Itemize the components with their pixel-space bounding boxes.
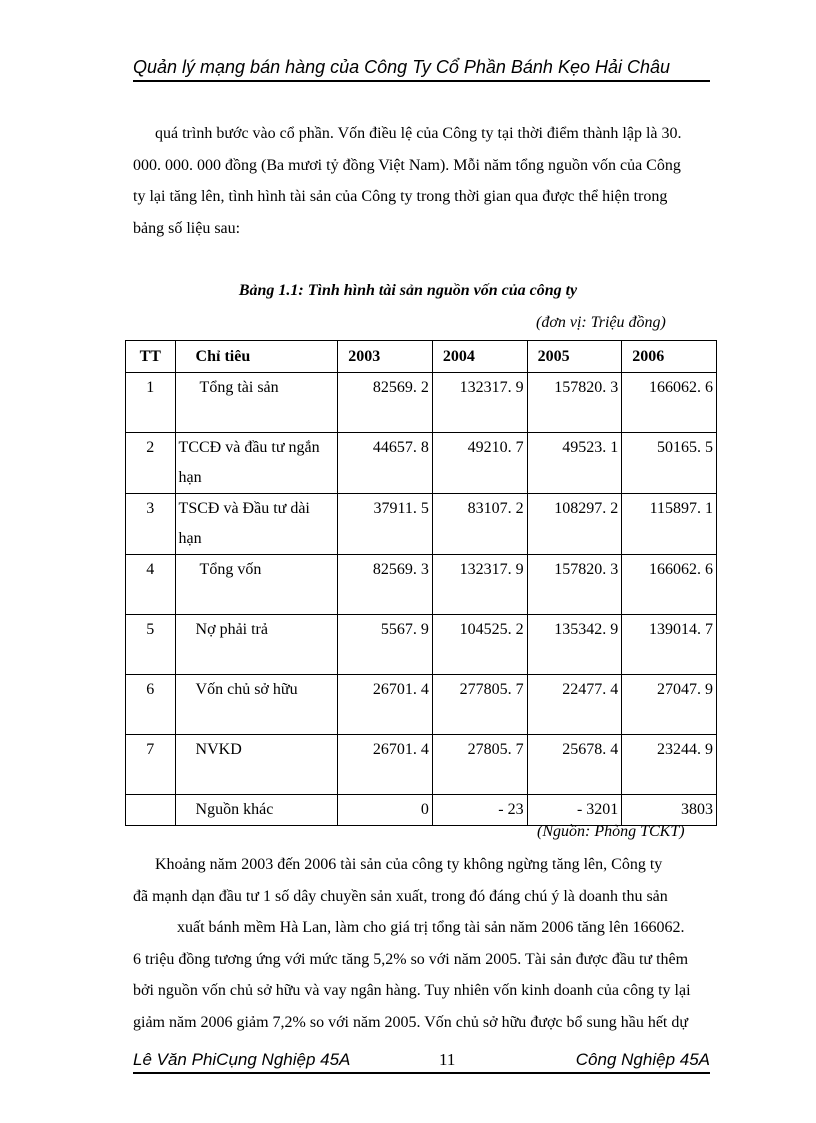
row-value: 0 bbox=[338, 795, 433, 826]
row-indicator: Nguồn khác bbox=[175, 795, 338, 826]
row-tt: 2 bbox=[126, 433, 176, 494]
row-indicator: Tổng vốn bbox=[175, 555, 338, 615]
row-value: 27047. 9 bbox=[622, 675, 717, 735]
table-row bbox=[126, 433, 717, 494]
intro-line: quá trình bước vào cổ phần. Vốn điều lệ của Công ty tại thời điểm thành lập là 30. bbox=[155, 125, 682, 142]
row-value: 135342. 9 bbox=[527, 615, 622, 675]
table-caption: Bảng 1.1: Tình hình tài sản nguồn vốn của công ty bbox=[238, 282, 578, 299]
page-number: 11 bbox=[439, 1050, 456, 1069]
header-2004: 2004 bbox=[432, 341, 527, 373]
row-value: 277805. 7 bbox=[432, 675, 527, 735]
body-line: 6 triệu đồng tương ứng với mức tăng 5,2% so với năm 2005. Tài sản được đầu tư thêm bbox=[133, 950, 689, 968]
row-value: 82569. 2 bbox=[338, 373, 433, 433]
row-value: 44657. 8 bbox=[338, 433, 433, 494]
table-header-row bbox=[126, 341, 717, 373]
table-row bbox=[126, 555, 717, 615]
row-tt: 3 bbox=[126, 494, 176, 555]
body-line: Khoảng năm 2003 đến 2006 tài sản của công ty không ngừng tăng lên, Công ty bbox=[155, 856, 663, 873]
row-value: 83107. 2 bbox=[432, 494, 527, 555]
body-paragraph bbox=[133, 849, 741, 1038]
row-value: 49523. 1 bbox=[527, 433, 622, 494]
row-indicator: NVKD bbox=[175, 735, 338, 795]
table-row bbox=[126, 795, 717, 826]
row-tt: 4 bbox=[126, 555, 176, 615]
row-value: 139014. 7 bbox=[622, 615, 717, 675]
intro-line: 000. 000. 000 đồng (Ba mươi tỷ đồng Việt Nam). Mỗi năm tổng nguồn vốn của Công bbox=[133, 156, 681, 174]
row-value: 166062. 6 bbox=[622, 555, 717, 615]
footer-author: Lê Văn PhiCụng Nghiệp 45A bbox=[133, 1050, 351, 1069]
body-line: bởi nguồn vốn chủ sở hữu và vay ngân hàng. Tuy nhiên vốn kinh doanh của công ty lại bbox=[133, 982, 691, 999]
row-indicator: Nợ phải trả bbox=[175, 615, 338, 675]
intro-line: bảng số liệu sau: bbox=[133, 219, 241, 237]
row-value: 115897. 1 bbox=[622, 494, 717, 555]
page-footer bbox=[133, 1050, 710, 1074]
header-2005: 2005 bbox=[527, 341, 622, 373]
row-indicator: TSCĐ và Đầu tư dài hạn bbox=[175, 494, 338, 555]
header-indicator: Chỉ tiêu bbox=[175, 341, 338, 373]
page-header bbox=[133, 50, 710, 82]
body-line: xuất bánh mềm Hà Lan, làm cho giá trị tổng tài sản năm 2006 tăng lên 166062. bbox=[177, 919, 685, 936]
row-indicator: Tổng tài sản bbox=[175, 373, 338, 433]
table-row bbox=[126, 675, 717, 735]
row-value: 132317. 9 bbox=[432, 555, 527, 615]
row-value: 166062. 6 bbox=[622, 373, 717, 433]
row-value: 132317. 9 bbox=[432, 373, 527, 433]
row-tt: 1 bbox=[126, 373, 176, 433]
row-value: 108297. 2 bbox=[527, 494, 622, 555]
row-value: 22477. 4 bbox=[527, 675, 622, 735]
row-value: 27805. 7 bbox=[432, 735, 527, 795]
intro-line: ty lại tăng lên, tình hình tài sản của Công ty trong thời gian qua được thể hiện trong bbox=[133, 188, 668, 205]
row-value: 157820. 3 bbox=[527, 555, 622, 615]
row-value: 26701. 4 bbox=[338, 735, 433, 795]
row-value: 25678. 4 bbox=[527, 735, 622, 795]
row-tt: 7 bbox=[126, 735, 176, 795]
row-value: 23244. 9 bbox=[622, 735, 717, 795]
row-value: 50165. 5 bbox=[622, 433, 717, 494]
row-tt: 5 bbox=[126, 615, 176, 675]
row-value: 49210. 7 bbox=[432, 433, 527, 494]
row-value: 157820. 3 bbox=[527, 373, 622, 433]
footer-class: Công Nghiệp 45A bbox=[575, 1050, 710, 1069]
row-value: 26701. 4 bbox=[338, 675, 433, 735]
table-row bbox=[126, 494, 717, 555]
row-value: - 3201 bbox=[527, 795, 622, 826]
body-line: giảm năm 2006 giảm 7,2% so với năm 2005. Vốn chủ sở hữu được bổ sung hầu hết dự bbox=[133, 1013, 689, 1031]
header-tt: TT bbox=[126, 341, 176, 373]
table-source: (Nguồn: Phòng TCKT) bbox=[537, 823, 685, 840]
row-value: - 23 bbox=[432, 795, 527, 826]
row-indicator: Vốn chủ sở hữu bbox=[175, 675, 338, 735]
row-value: 82569. 3 bbox=[338, 555, 433, 615]
asset-table bbox=[125, 340, 717, 826]
table-row bbox=[126, 735, 717, 795]
table-row bbox=[126, 615, 717, 675]
row-value: 3803 bbox=[622, 795, 717, 826]
body-line: đã mạnh dạn đầu tư 1 số dây chuyền sản xuất, trong đó đáng chú ý là doanh thu sản bbox=[133, 887, 668, 905]
table-unit: (đơn vị: Triệu đồng) bbox=[536, 314, 666, 331]
header-title: Quản lý mạng bán hàng của Công Ty Cổ Phần Bánh Kẹo Hải Châu bbox=[133, 57, 671, 77]
row-value: 37911. 5 bbox=[338, 494, 433, 555]
header-2006: 2006 bbox=[622, 341, 717, 373]
intro-paragraph bbox=[133, 118, 741, 244]
row-value: 5567. 9 bbox=[338, 615, 433, 675]
row-value: 104525. 2 bbox=[432, 615, 527, 675]
row-tt: 6 bbox=[126, 675, 176, 735]
row-indicator: TCCĐ và đầu tư ngắn hạn bbox=[175, 433, 338, 494]
row-tt bbox=[126, 795, 176, 826]
table-row bbox=[126, 373, 717, 433]
header-2003: 2003 bbox=[338, 341, 433, 373]
